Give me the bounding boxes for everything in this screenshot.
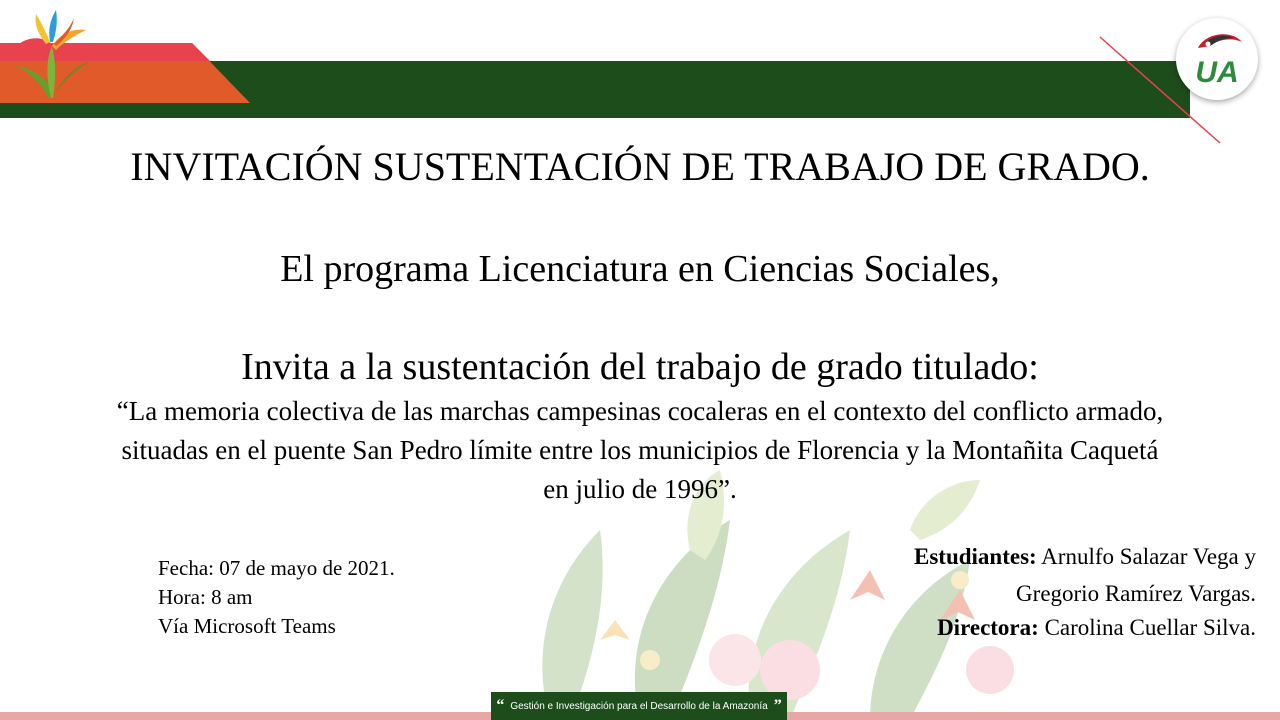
director-label: Directora:	[937, 615, 1039, 640]
open-quote-icon: “	[496, 697, 505, 714]
students-names: Arnulfo Salazar Vega y	[1036, 544, 1256, 569]
date-text: Fecha: 07 de mayo de 2021.	[158, 556, 395, 580]
footer-slogan: Gestión e Investigación para el Desarrollo de la Amazonía	[510, 700, 768, 712]
thesis-title-line: “La memoria colectiva de las marchas campesinas cocaleras en el contexto del conflicto armado,	[116, 396, 1164, 426]
bird-of-paradise-flower-icon	[10, 6, 95, 104]
invite-line: Invita a la sustentación del trabajo de grado titulado:	[241, 346, 1039, 388]
logo-text: UA	[1195, 56, 1239, 89]
thesis-title-line: situadas en el puente San Pedro límite entre los municipios de Florencia y la Montañita Caquetá	[121, 435, 1159, 465]
students-label: Estudiantes:	[914, 544, 1037, 569]
director-line	[937, 615, 1256, 641]
thesis-title-line: en julio de 1996”.	[543, 474, 737, 504]
footer-slogan-banner	[491, 692, 787, 720]
students-line	[914, 544, 1256, 570]
program-line: El programa Licenciatura en Ciencias Sociales,	[280, 248, 1000, 290]
director-name: Carolina Cuellar Silva.	[1038, 615, 1256, 640]
students-line-2: Gregorio Ramírez Vargas.	[1016, 581, 1256, 606]
page-title: INVITACIÓN SUSTENTACIÓN DE TRABAJO DE GRADO.	[130, 144, 1150, 189]
time-text: Hora: 8 am	[158, 585, 253, 609]
toucan-logo-icon	[1176, 18, 1258, 100]
university-logo	[1176, 18, 1258, 100]
platform-text: Vía Microsoft Teams	[158, 614, 336, 638]
close-quote-icon: ”	[773, 697, 782, 714]
leaves-background	[490, 470, 1050, 720]
